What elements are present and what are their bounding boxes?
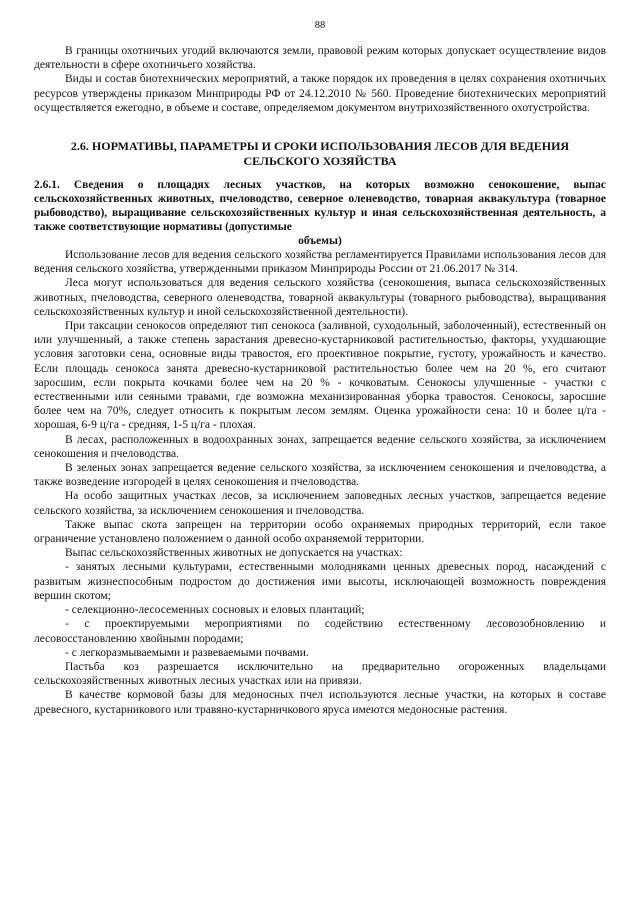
list-item-3: - с проектируемыми мероприятиями по содействию естественному лесовозобновлению и лесовосстановлению хвойными породами;: [34, 618, 606, 645]
body-paragraph-1: Использование лесов для ведения сельского хозяйства регламентируется Правилами использования лесов для ведения сельского хозяйства, утвержденными приказом Минприроды России от 21.06.2017 № 314.: [34, 249, 606, 276]
closing-paragraph-2: В качестве кормовой базы для медоносных пчел используются лесные участки, на которых в составе древесного, кустарникового или травяно-кустарничкового яруса имеются медоносные растения.: [34, 689, 606, 716]
body-paragraph-5: В зеленых зонах запрещается ведение сельского хозяйства, за исключением сенокошения и пчеловодства, а также возведение изгородей в целях сенокошения и пчеловодства.: [34, 462, 606, 489]
intro-paragraph-1: В границы охотничьих угодий включаются земли, правовой режим которых допускает осуществление видов деятельности в сфере охотничьего хозяйства.: [34, 45, 606, 72]
subsection-heading-last-line: объемы): [298, 235, 342, 248]
page-content: [34, 44, 606, 717]
list-item-1: - занятых лесными культурами, естественными молодняками ценных древесных пород, насаждений с развитым жизнеспособным подростом до достижения ими высоты, исключающей возможность повреждения вершин скотом;: [34, 561, 606, 602]
list-item-4: - с легкоразмываемыми и развеваемыми почвами.: [65, 646, 309, 659]
list-item-2: - селекционно-лесосеменных сосновых и еловых плантаций;: [65, 604, 365, 617]
closing-paragraph-1: Пастьба коз разрешается исключительно на предварительно огороженных владельцами сельскохозяйственных животных лесных участках или на привязи.: [34, 660, 606, 688]
body-paragraph-4: В лесах, расположенных в водоохранных зонах, запрещается ведение сельского хозяйства, за исключением сенокошения и пчеловодства.: [34, 433, 606, 460]
intro-paragraph-2: Виды и состав биотехнических мероприятий, а также порядок их проведения в целях сохранения охотничьих ресурсов утверждены приказом Минприроды РФ от 24.12.2010 № 560. Проведение биотехнических мероприятий осуществляется ежегодно, в объеме и составе, определяемом документом внутрихозяйственного охотустройства.: [34, 73, 606, 114]
subsection-heading: [34, 178, 606, 248]
body-paragraph-6: На особо защитных участках лесов, за исключением заповедных лесных участков, запрещается ведение сельского хозяйства, за исключением сенокошения и пчеловодства.: [34, 490, 606, 517]
subsection-heading-main: 2.6.1. Сведения о площадях лесных участков, на которых возможно сенокошение, выпас сельскохозяйственных животных, пчеловодство, северное оленеводство, товарная аквакультура (товарное рыбоводство), выращивание сельскохозяйственных культур и иная сельскохозяйственная деятельность, а также соответствующие нормативы (допустимые: [34, 179, 606, 234]
body-paragraph-2: Леса могут использоваться для ведения сельского хозяйства (сенокошения, выпаса сельскохозяйственных животных, пчеловодства, северного оленеводства, товарной аквакультуры (товарного рыбоводства), выращивания сельскохозяйственных культур и иной сельскохозяйственной деятельности).: [34, 277, 606, 318]
section-heading: 2.6. НОРМАТИВЫ, ПАРАМЕТРЫ И СРОКИ ИСПОЛЬЗОВАНИЯ ЛЕСОВ ДЛЯ ВЕДЕНИЯ СЕЛЬСКОГО ХОЗЯЙСТВА: [70, 139, 570, 168]
body-paragraph-7: Также выпас скота запрещен на территории особо охраняемых природных территорий, если такое ограничение установлено положением о данной особо охраняемой территории.: [34, 518, 606, 546]
body-paragraph-3: При таксации сенокосов определяют тип сенокоса (заливной, суходольный, заболоченный), естественный он или улучшенный, а также степень зарастания древесно-кустарниковой растительностью, факторы, ухудшающие условия заготовки сена, основные виды травостоя, его проективное покрытие, густоту, урожайность и качество. Если площадь сенокоса занята древесно-кустарниковой растительностью более чем на 20 %, его считают заросшим, если покрыта кочками более чем на 20 % - кочковатым. Сенокосы улучшенные - участки с естественными или сеяными травами, где возможна механизированная уборка травостоя. Сенокосы, заросшие более чем на 70%, следует относить к покрытым лесом землям. Оценка урожайности сена: 10 и более ц/га - хорошая, 6-9 ц/га - средняя, 1-5 ц/га - плохая.: [34, 320, 606, 432]
body-paragraph-8: Выпас сельскохозяйственных животных не допускается на участках:: [65, 547, 403, 560]
page-number: 88: [314, 20, 326, 31]
